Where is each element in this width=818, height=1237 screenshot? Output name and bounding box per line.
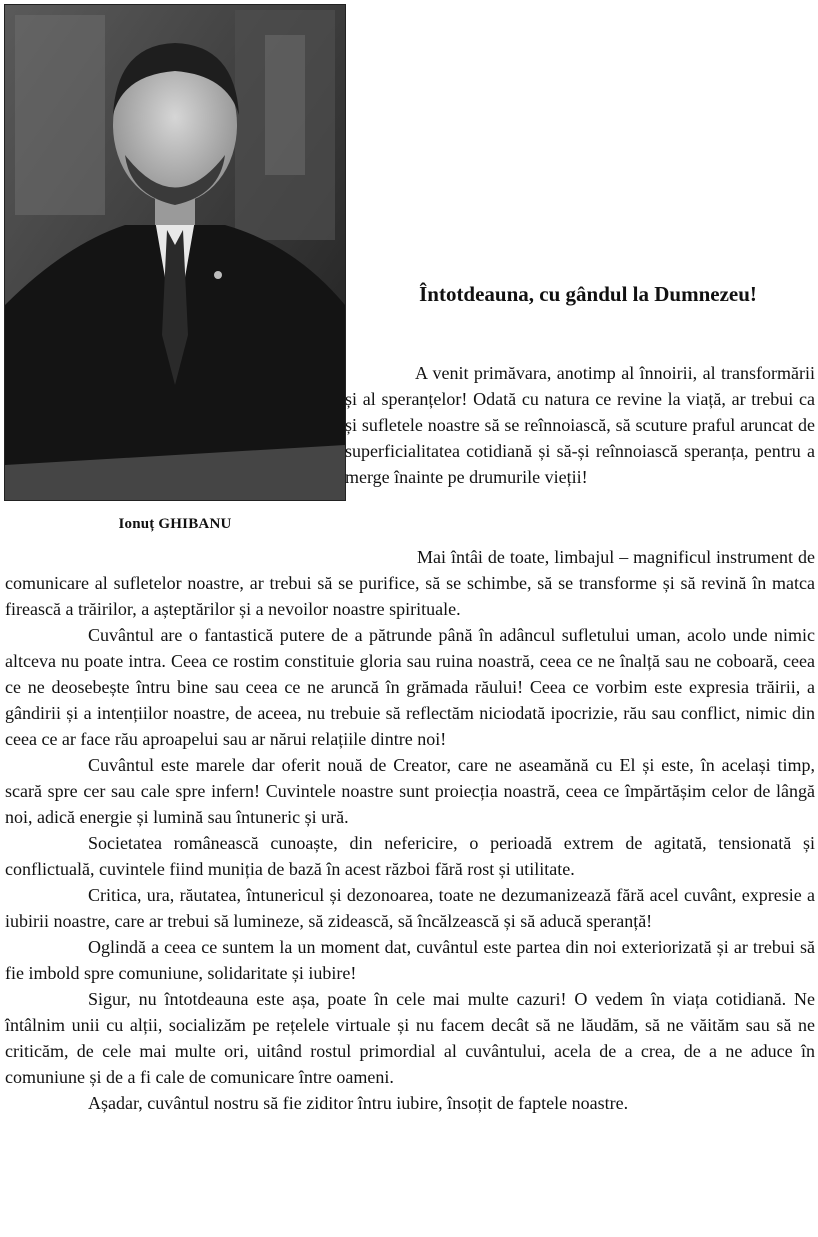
photo-caption: Ionuț GHIBANU xyxy=(118,516,232,532)
article-title: Întotdeauna, cu gândul la Dumnezeu! xyxy=(419,282,757,306)
article-body xyxy=(5,544,815,1116)
body-paragraph: Critica, ura, răutatea, întunericul și dezonoarea, toate ne dezumanizează fără acel cuvânt, expresie a iubirii noastre, care ar trebui să lumineze, să zidească, să încălzească și să aducă speranță! xyxy=(5,885,815,931)
intro-paragraph: A venit primăvara, anotimp al înnoirii, al transformării și al speranțelor! Odată cu natura ce revine la viață, ar trebui ca și sufletele noastre să se reînnoiască, să scuture praful aruncat de superficialitatea cotidiană și să-și reînnoiască speranța, pentru a merge înainte pe drumurile vieții! xyxy=(345,363,815,487)
body-paragraph: Cuvântul este marele dar oferit nouă de Creator, care ne aseamănă cu El și este, în același timp, scară spre cer sau cale spre infern! Cuvintele noastre sunt proiecția noastră, ceea ce împărtășim celor de lângă noi, adică energie și lumină sau întuneric și ură. xyxy=(5,755,815,827)
body-paragraph: Cuvântul are o fantastică putere de a pătrunde până în adâncul sufletului uman, acolo unde nimic altceva nu poate intra. Ceea ce rostim constituie gloria sau ruina noastră, ceea ce ne înalță sau ne coboară, ceea ce ne deosebește întru bine sau ceea ce ne aruncă în grămada răului! Ceea ce vorbim este expresia trăirii, a gândirii și a intențiilor noastre, de aceea, nu trebuie să reflectăm niciodată ipocrizie, rău sau conflict, nimic din ceea ce ar face rău aproapelui sau ar nărui relațiile dintre noi! xyxy=(5,625,815,749)
body-paragraph: Sigur, nu întotdeauna este așa, poate în cele mai multe cazuri! O vedem în viața cotidiană. Ne întâlnim unii cu alții, socializăm pe rețelele virtuale și nu facem decât să ne lăudăm, să ne văităm sau să ne criticăm, de cele mai multe ori, uitând rostul primordial al cuvântului, acela de a crea, de a ne aduce în comuniune și de a fi cale de comunicare între oameni. xyxy=(5,989,815,1087)
body-paragraph: Oglindă a ceea ce suntem la un moment dat, cuvântul este partea din noi exteriorizată și ar trebui să fie imbold spre comuniune, solidaritate și iubire! xyxy=(5,937,815,983)
portrait-photo xyxy=(4,4,346,501)
body-paragraph: Mai întâi de toate, limbajul – magnificul instrument de comunicare al sufletelor noastre, ar trebui să se purifice, să se schimbe, să se transforme și să revină în matca firească a trăirilor, a așteptărilor și a nevoilor noastre spirituale. xyxy=(5,547,815,619)
body-paragraph: Așadar, cuvântul nostru să fie ziditor întru iubire, însoțit de faptele noastre. xyxy=(88,1093,629,1113)
portrait-illustration xyxy=(5,5,345,500)
body-paragraph: Societatea românească cunoaște, din nefericire, o perioadă extrem de agitată, tensionată și conflictuală, cuvintele fiind muniția de bază în acest război fără rost și utilitate. xyxy=(5,833,815,879)
